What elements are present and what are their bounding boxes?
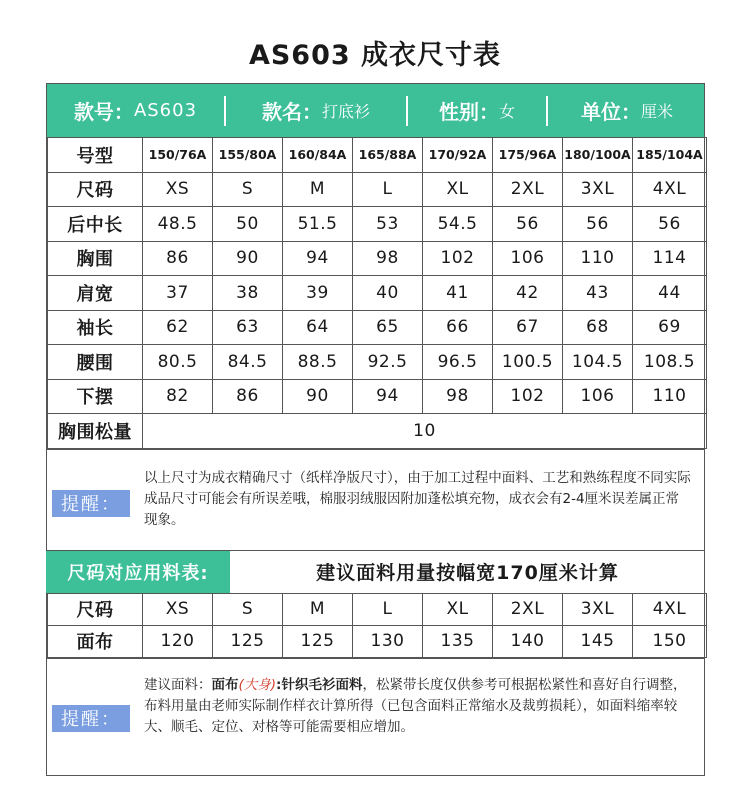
table-cell: 66 [423, 310, 493, 345]
unit-value: 厘米 [640, 102, 673, 121]
table-cell: 68 [563, 310, 633, 345]
size-chart-frame [46, 83, 705, 776]
table-cell: 64 [283, 310, 353, 345]
row-header: 袖长 [48, 310, 143, 345]
table-cell: 160/84A [283, 138, 353, 173]
table-cell: 67 [493, 310, 563, 345]
table-cell: 185/104A [633, 138, 707, 173]
table-row [48, 310, 707, 345]
style-name [226, 84, 406, 137]
ease-label: 胸围松量 [48, 414, 143, 449]
table-cell: 180/100A [563, 138, 633, 173]
table-cell: 4XL [633, 172, 707, 207]
fabric-note-tag: 提醒： [52, 705, 130, 732]
table-cell: 40 [353, 276, 423, 311]
table-cell: 56 [493, 207, 563, 242]
table-cell: L [353, 172, 423, 207]
table-cell: 106 [493, 241, 563, 276]
table-cell: 130 [353, 625, 423, 657]
table-row [48, 138, 707, 173]
table-cell: 102 [423, 241, 493, 276]
table-row [48, 625, 707, 657]
table-cell: 140 [493, 625, 563, 657]
row-header: 号型 [48, 138, 143, 173]
table-cell: 42 [493, 276, 563, 311]
row-header: 腰围 [48, 345, 143, 380]
fabric-note-prefix: 建议面料： [144, 676, 212, 693]
table-row [48, 207, 707, 242]
table-cell: 114 [633, 241, 707, 276]
table-cell: 51.5 [283, 207, 353, 242]
table-cell: 80.5 [143, 345, 213, 380]
table-cell: 54.5 [423, 207, 493, 242]
table-cell: 37 [143, 276, 213, 311]
table-cell: 56 [633, 207, 707, 242]
unit [548, 84, 706, 137]
table-cell: 84.5 [213, 345, 283, 380]
gender-label: 性别： [438, 100, 499, 124]
material-header-tag: 尺码对应用料表: [46, 551, 230, 593]
table-cell: 48.5 [143, 207, 213, 242]
table-row [48, 379, 707, 414]
table-row [48, 593, 707, 625]
table-cell: 98 [423, 379, 493, 414]
table-row [48, 345, 707, 380]
table-cell: 125 [283, 625, 353, 657]
table-cell: 150/76A [143, 138, 213, 173]
gender [408, 84, 546, 137]
table-cell: 86 [213, 379, 283, 414]
table-cell: 62 [143, 310, 213, 345]
style-name-value: 打底衫 [321, 102, 370, 121]
table-cell: 94 [283, 241, 353, 276]
table-cell: 4XL [633, 593, 707, 625]
table-cell: 2XL [493, 172, 563, 207]
row-header: 后中长 [48, 207, 143, 242]
row-header: 尺码 [48, 593, 143, 625]
table-cell: M [283, 172, 353, 207]
style-number [47, 84, 224, 137]
table-cell: 86 [143, 241, 213, 276]
row-header: 面布 [48, 625, 143, 657]
table-cell: 41 [423, 276, 493, 311]
row-header: 肩宽 [48, 276, 143, 311]
unit-label: 单位： [580, 100, 641, 124]
table-cell: 88.5 [283, 345, 353, 380]
material-table [47, 593, 707, 658]
table-cell: 110 [633, 379, 707, 414]
table-cell: 104.5 [563, 345, 633, 380]
style-number-value: AS603 [133, 100, 198, 121]
row-header: 胸围 [48, 241, 143, 276]
table-row [48, 276, 707, 311]
table-cell: 3XL [563, 172, 633, 207]
table-cell: 106 [563, 379, 633, 414]
table-cell: 2XL [493, 593, 563, 625]
material-header [47, 550, 704, 593]
row-header: 尺码 [48, 172, 143, 207]
table-cell: 3XL [563, 593, 633, 625]
reminder-text: 以上尺寸为成衣精确尺寸（纸样净版尺寸），由于加工过程中面料、工艺和熟练程度不同实际成品尺寸可能会有所误差哦，棉服羽绒服因附加蓬松填充物，成衣会有2-4厘米误差属正常现象。 [144, 469, 691, 528]
table-cell: L [353, 593, 423, 625]
table-cell: 98 [353, 241, 423, 276]
fabric-note-type: :针织毛衫面料 [276, 676, 363, 693]
info-bar [47, 84, 704, 137]
table-cell: S [213, 172, 283, 207]
table-row [48, 241, 707, 276]
table-cell: 43 [563, 276, 633, 311]
style-name-label: 款名： [261, 100, 322, 124]
table-cell: 94 [353, 379, 423, 414]
ease-value: 10 [143, 414, 707, 449]
row-header: 下摆 [48, 379, 143, 414]
table-cell: 38 [213, 276, 283, 311]
fabric-note-rest: ，松紧带长度仅供参考可根据松紧性和喜好自行调整，布料用量由老师实际制作样衣计算所得（已包含面料正常缩水及裁剪损耗），如面料缩率较大、顺毛、定位、对格等可能需要相应增加。 [144, 676, 687, 735]
table-cell: 56 [563, 207, 633, 242]
table-cell: 110 [563, 241, 633, 276]
table-row [48, 172, 707, 207]
table-cell: 125 [213, 625, 283, 657]
table-cell: 90 [283, 379, 353, 414]
table-cell: XS [143, 172, 213, 207]
fabric-note-bold: 面布 [211, 676, 239, 693]
table-cell: 155/80A [213, 138, 283, 173]
table-cell: 108.5 [633, 345, 707, 380]
table-cell: 82 [143, 379, 213, 414]
table-cell: 44 [633, 276, 707, 311]
gender-value: 女 [498, 102, 515, 121]
table-cell: 90 [213, 241, 283, 276]
table-cell: XL [423, 172, 493, 207]
table-cell: 63 [213, 310, 283, 345]
table-cell: 135 [423, 625, 493, 657]
table-row [48, 414, 707, 449]
fabric-note-text [144, 675, 692, 738]
table-cell: 175/96A [493, 138, 563, 173]
material-header-text: 建议面料用量按幅宽170厘米计算 [316, 562, 619, 584]
table-cell: S [213, 593, 283, 625]
table-cell: 69 [633, 310, 707, 345]
reminder-tag: 提醒： [52, 490, 130, 517]
table-cell: 102 [493, 379, 563, 414]
reminder-note [47, 449, 704, 550]
table-cell: 65 [353, 310, 423, 345]
table-cell: 50 [213, 207, 283, 242]
fabric-note [47, 658, 704, 775]
page-title: AS603 成衣尺寸表 [248, 40, 502, 71]
fabric-note-part: (大身) [238, 676, 277, 693]
table-cell: 150 [633, 625, 707, 657]
table-cell: 100.5 [493, 345, 563, 380]
table-cell: 92.5 [353, 345, 423, 380]
table-cell: XL [423, 593, 493, 625]
table-cell: 120 [143, 625, 213, 657]
table-cell: 53 [353, 207, 423, 242]
table-cell: 96.5 [423, 345, 493, 380]
table-cell: 39 [283, 276, 353, 311]
style-number-label: 款号： [73, 100, 134, 124]
size-table [47, 137, 707, 449]
table-cell: 165/88A [353, 138, 423, 173]
table-cell: XS [143, 593, 213, 625]
table-cell: 145 [563, 625, 633, 657]
table-cell: M [283, 593, 353, 625]
table-cell: 170/92A [423, 138, 493, 173]
